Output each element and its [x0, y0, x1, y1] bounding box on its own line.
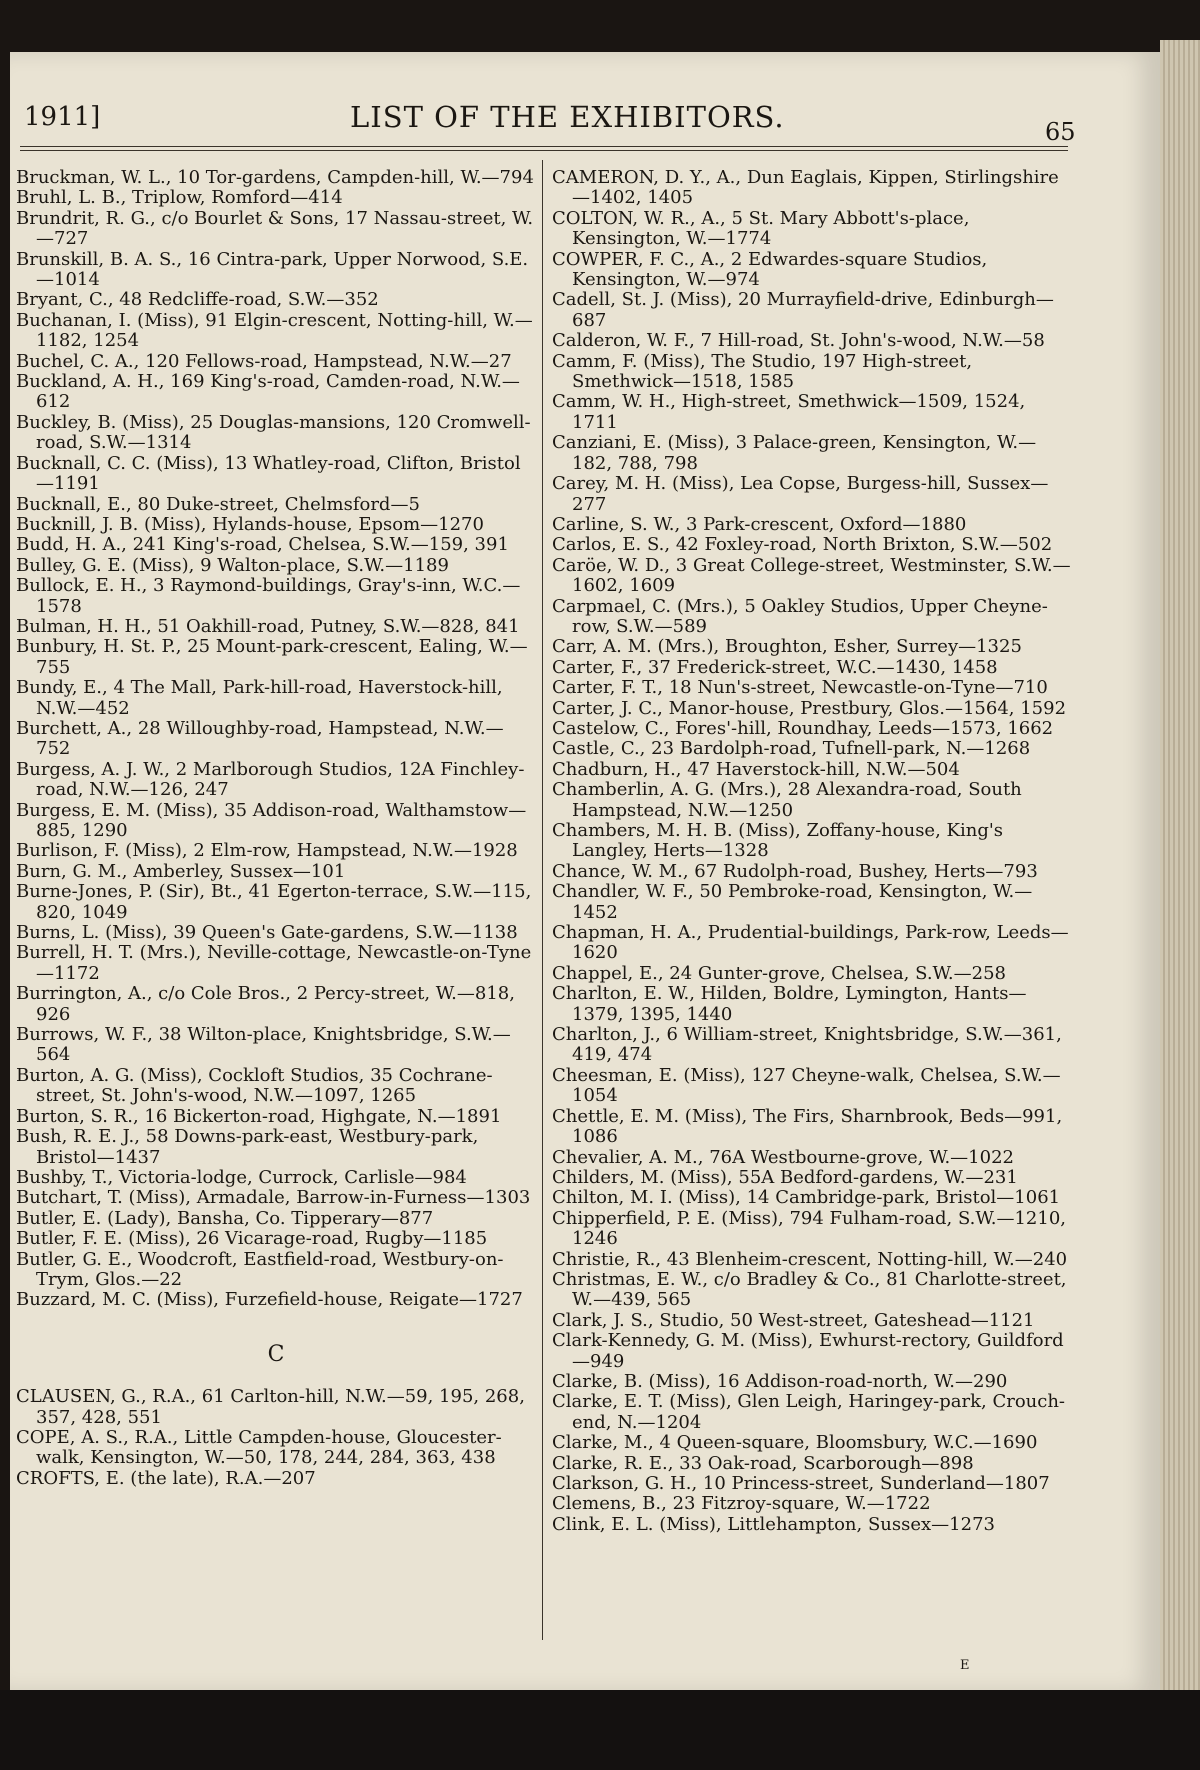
exhibitor-entry: Charlton, J., 6 William-street, Knightsbridge, S.W.—361, 419, 474: [552, 1024, 1062, 1066]
exhibitor-entry: Burgess, E. M. (Miss), 35 Addison-road, Walthamstow—885, 1290: [16, 799, 527, 841]
exhibitor-entry: Clarke, E. T. (Miss), Glen Leigh, Haringey-park, Crouch-end, N.—1204: [552, 1391, 1066, 1433]
column-divider: [542, 160, 543, 1640]
exhibitor-entry: Butchart, T. (Miss), Armadale, Barrow-in-Furness—1303: [16, 1187, 531, 1209]
exhibitor-entry: Canziani, E. (Miss), 3 Palace-green, Kensington, W.—182, 788, 798: [552, 432, 1037, 474]
section-letter: C: [267, 1341, 285, 1367]
exhibitor-entry: Buzzard, M. C. (Miss), Furzefield-house, Reigate—1727: [16, 1289, 523, 1311]
exhibitor-entry: Buckland, A. H., 169 King's-road, Camden-road, N.W.—612: [16, 371, 520, 413]
right-column: [552, 168, 1072, 1535]
exhibitor-entry: Bushby, T., Victoria-lodge, Currock, Carlisle—984: [16, 1166, 467, 1188]
exhibitor-entry: Burrows, W. F., 38 Wilton-place, Knightsbridge, S.W.—564: [16, 1024, 511, 1066]
exhibitor-entry: Bucknall, E., 80 Duke-street, Chelmsford—5: [16, 493, 420, 515]
exhibitor-entry: Burns, L. (Miss), 39 Queen's Gate-gardens, S.W.—1138: [16, 922, 518, 944]
exhibitor-entry: Clarke, B. (Miss), 16 Addison-road-north, W.—290: [552, 1370, 1008, 1392]
exhibitor-entry: Chamberlin, A. G. (Mrs.), 28 Alexandra-road, South Hampstead, N.W.—1250: [552, 779, 1022, 821]
exhibitor-entry: Castle, C., 23 Bardolph-road, Tufnell-park, N.—1268: [552, 738, 1031, 760]
exhibitor-entry: COWPER, F. C., A., 2 Edwardes-square Studios, Kensington, W.—974: [552, 248, 988, 291]
exhibitor-entry: Burrington, A., c/o Cole Bros., 2 Percy-street, W.—818, 926: [16, 983, 515, 1025]
exhibitor-entry: Carter, F., 37 Frederick-street, W.C.—1430, 1458: [552, 656, 998, 678]
exhibitor-entry: Christmas, E. W., c/o Bradley & Co., 81 Charlotte-street, W.—439, 565: [552, 1268, 1067, 1311]
exhibitor-entry: Cheesman, E. (Miss), 127 Cheyne-walk, Chelsea, S.W.—1054: [552, 1064, 1061, 1107]
exhibitor-entry: Bucknill, J. B. (Miss), Hylands-house, Epsom—1270: [16, 513, 484, 535]
signature-mark: E: [960, 1658, 970, 1673]
exhibitor-entry: Camm, W. H., High-street, Smethwick—1509, 1524, 1711: [552, 391, 1026, 433]
exhibitor-entry: Bullock, E. H., 3 Raymond-buildings, Gray's-inn, W.C.—1578: [16, 575, 521, 617]
exhibitor-entry: Buchanan, I. (Miss), 91 Elgin-crescent, Notting-hill, W.—1182, 1254: [16, 309, 533, 352]
bottom-shadow: [0, 1690, 1200, 1770]
exhibitor-entry: Clarke, R. E., 33 Oak-road, Scarborough—898: [552, 1452, 974, 1474]
exhibitor-entry: Buchel, C. A., 120 Fellows-road, Hampstead, N.W.—27: [16, 350, 512, 372]
exhibitor-entry: Bruckman, W. L., 10 Tor-gardens, Campden-hill, W.—794: [16, 167, 534, 188]
exhibitor-entry: Chambers, M. H. B. (Miss), Zoffany-house, King's Langley, Herts—1328: [552, 820, 1004, 862]
exhibitor-entry: Carter, J. C., Manor-house, Prestbury, Glos.—1564, 1592: [552, 697, 1067, 719]
exhibitor-entry: Clemens, B., 23 Fitzroy-square, W.—1722: [552, 1493, 931, 1515]
exhibitor-entry: Burgess, A. J. W., 2 Marlborough Studios, 12A Finchley-road, N.W.—126, 247: [16, 758, 525, 801]
exhibitor-entry: Carlos, E. S., 42 Foxley-road, North Brixton, S.W.—502: [552, 534, 1053, 556]
exhibitor-entry: Chappel, E., 24 Gunter-grove, Chelsea, S.W.—258: [552, 962, 1006, 984]
exhibitor-entry: Burne-Jones, P. (Sir), Bt., 41 Egerton-terrace, S.W.—115, 820, 1049: [16, 881, 532, 923]
exhibitor-entry: Chipperfield, P. E. (Miss), 794 Fulham-road, S.W.—1210, 1246: [552, 1207, 1066, 1250]
left-c-entries: [16, 1387, 536, 1489]
exhibitor-entry: CLAUSEN, G., R.A., 61 Carlton-hill, N.W.—59, 195, 268, 357, 428, 551: [16, 1386, 525, 1428]
exhibitor-entry: Chadburn, H., 47 Haverstock-hill, N.W.—504: [552, 758, 960, 780]
exhibitor-entry: Bruhl, L. B., Triplow, Romford—414: [16, 187, 343, 209]
exhibitor-entry: Chapman, H. A., Prudential-buildings, Park-row, Leeds—1620: [552, 922, 1069, 964]
page-number: 65: [1045, 118, 1076, 146]
exhibitor-entry: CROFTS, E. (the late), R.A.—207: [16, 1467, 316, 1489]
exhibitor-entry: Chance, W. M., 67 Rudolph-road, Bushey, Herts—793: [552, 860, 1038, 882]
exhibitor-entry: Bryant, C., 48 Redcliffe-road, S.W.—352: [16, 289, 379, 311]
exhibitor-entry: Bunbury, H. St. P., 25 Mount-park-crescent, Ealing, W.—755: [16, 636, 528, 678]
exhibitor-entry: Bulley, G. E. (Miss), 9 Walton-place, S.W.—1189: [16, 554, 449, 576]
exhibitor-entry: Chandler, W. F., 50 Pembroke-road, Kensington, W.—1452: [552, 881, 1033, 923]
exhibitor-entry: Cadell, St. J. (Miss), 20 Murrayfield-drive, Edinburgh—687: [552, 289, 1054, 331]
exhibitor-entry: COPE, A. S., R.A., Little Campden-house, Gloucester-walk, Kensington, W.—50, 178, 244, 284, 363, 438: [16, 1426, 502, 1469]
exhibitor-entry: Clarkson, G. H., 10 Princess-street, Sunderland—1807: [552, 1473, 1050, 1494]
exhibitor-entry: Carline, S. W., 3 Park-crescent, Oxford—1880: [552, 513, 967, 535]
exhibitor-entry: Calderon, W. F., 7 Hill-road, St. John's-wood, N.W.—58: [552, 330, 1045, 352]
exhibitor-entry: Burton, A. G. (Miss), Cockloft Studios, 35 Cochrane-street, St. John's-wood, N.W.—1097, 1265: [16, 1064, 493, 1107]
exhibitor-entry: Burn, G. M., Amberley, Sussex—101: [16, 860, 346, 882]
exhibitor-entry: Carr, A. M. (Mrs.), Broughton, Esher, Surrey—1325: [552, 636, 1022, 658]
left-entries: [16, 168, 536, 1311]
page-title: LIST OF THE EXHIBITORS.: [350, 100, 785, 134]
exhibitor-entry: Butler, F. E. (Miss), 26 Vicarage-road, Rugby—1185: [16, 1228, 488, 1250]
header-rule-bottom: [20, 150, 1068, 151]
exhibitor-entry: Chettle, E. M. (Miss), The Firs, Sharnbrook, Beds—991, 1086: [552, 1105, 1063, 1148]
exhibitor-entry: Childers, M. (Miss), 55A Bedford-gardens, W.—231: [552, 1166, 1018, 1188]
exhibitor-entry: Charlton, E. W., Hilden, Boldre, Lymington, Hants—1379, 1395, 1440: [552, 983, 1027, 1025]
exhibitor-entry: Clark-Kennedy, G. M. (Miss), Ewhurst-rectory, Guildford—949: [552, 1330, 1064, 1372]
exhibitor-entry: Burton, S. R., 16 Bickerton-road, Highgate, N.—1891: [16, 1105, 502, 1127]
header-year: 1911]: [24, 102, 101, 132]
exhibitor-entry: Chevalier, A. M., 76A Westbourne-grove, W.—1022: [552, 1146, 1014, 1168]
exhibitor-entry: Carpmael, C. (Mrs.), 5 Oakley Studios, Upper Cheyne-row, S.W.—589: [552, 595, 1048, 637]
exhibitor-entry: CAMERON, D. Y., A., Dun Eaglais, Kippen, Stirlingshire—1402, 1405: [552, 167, 1059, 209]
exhibitor-entry: Bundy, E., 4 The Mall, Park-hill-road, Haverstock-hill, N.W.—452: [16, 677, 503, 719]
exhibitor-entry: Bush, R. E. J., 58 Downs-park-east, Westbury-park, Bristol—1437: [16, 1126, 479, 1168]
exhibitor-entry: Camm, F. (Miss), The Studio, 197 High-street, Smethwick—1518, 1585: [552, 350, 973, 393]
exhibitor-entry: Bucknall, C. C. (Miss), 13 Whatley-road, Clifton, Bristol—1191: [16, 452, 521, 495]
exhibitor-entry: Bulman, H. H., 51 Oakhill-road, Putney, S.W.—828, 841: [16, 615, 520, 637]
page-edges: [1160, 40, 1200, 1690]
exhibitor-entry: Christie, R., 43 Blenheim-crescent, Notting-hill, W.—240: [552, 1248, 1068, 1270]
exhibitor-entry: COLTON, W. R., A., 5 St. Mary Abbott's-place, Kensington, W.—1774: [552, 207, 970, 250]
exhibitor-entry: Carter, F. T., 18 Nun's-street, Newcastle-on-Tyne—710: [552, 677, 1048, 699]
exhibitor-entry: Chilton, M. I. (Miss), 14 Cambridge-park, Bristol—1061: [552, 1187, 1061, 1209]
exhibitor-entry: Burlison, F. (Miss), 2 Elm-row, Hampstead, N.W.—1928: [16, 840, 518, 862]
exhibitor-entry: Clink, E. L. (Miss), Littlehampton, Sussex—1273: [552, 1513, 995, 1535]
exhibitor-entry: Burchett, A., 28 Willoughby-road, Hampstead, N.W.—752: [16, 717, 504, 760]
exhibitor-entry: Butler, G. E., Woodcroft, Eastfield-road, Westbury-on-Trym, Glos.—22: [16, 1248, 504, 1290]
header-rule-top: [20, 146, 1068, 147]
exhibitor-entry: Brunskill, B. A. S., 16 Cintra-park, Upper Norwood, S.E.—1014: [16, 248, 529, 291]
exhibitor-entry: Clarke, M., 4 Queen-square, Bloomsbury, W.C.—1690: [552, 1432, 1038, 1454]
exhibitor-entry: Butler, E. (Lady), Bansha, Co. Tipperary—877: [16, 1207, 434, 1229]
exhibitor-entry: Caröe, W. D., 3 Great College-street, Westminster, S.W.—1602, 1609: [552, 554, 1071, 597]
exhibitor-entry: Carey, M. H. (Miss), Lea Copse, Burgess-hill, Sussex—277: [552, 473, 1049, 515]
left-column: [16, 168, 536, 1489]
exhibitor-entry: Clark, J. S., Studio, 50 West-street, Gateshead—1121: [552, 1309, 1035, 1331]
right-entries: [552, 168, 1072, 1535]
exhibitor-entry: Buckley, B. (Miss), 25 Douglas-mansions, 120 Cromwell-road, S.W.—1314: [16, 411, 531, 454]
exhibitor-entry: Burrell, H. T. (Mrs.), Neville-cottage, Newcastle-on-Tyne—1172: [16, 942, 532, 984]
exhibitor-entry: Budd, H. A., 241 King's-road, Chelsea, S.W.—159, 391: [16, 534, 509, 556]
exhibitor-entry: Brundrit, R. G., c/o Bourlet & Sons, 17 Nassau-street, W.—727: [16, 207, 534, 250]
exhibitor-entry: Castelow, C., Fores'-hill, Roundhay, Leeds—1573, 1662: [552, 717, 1054, 739]
